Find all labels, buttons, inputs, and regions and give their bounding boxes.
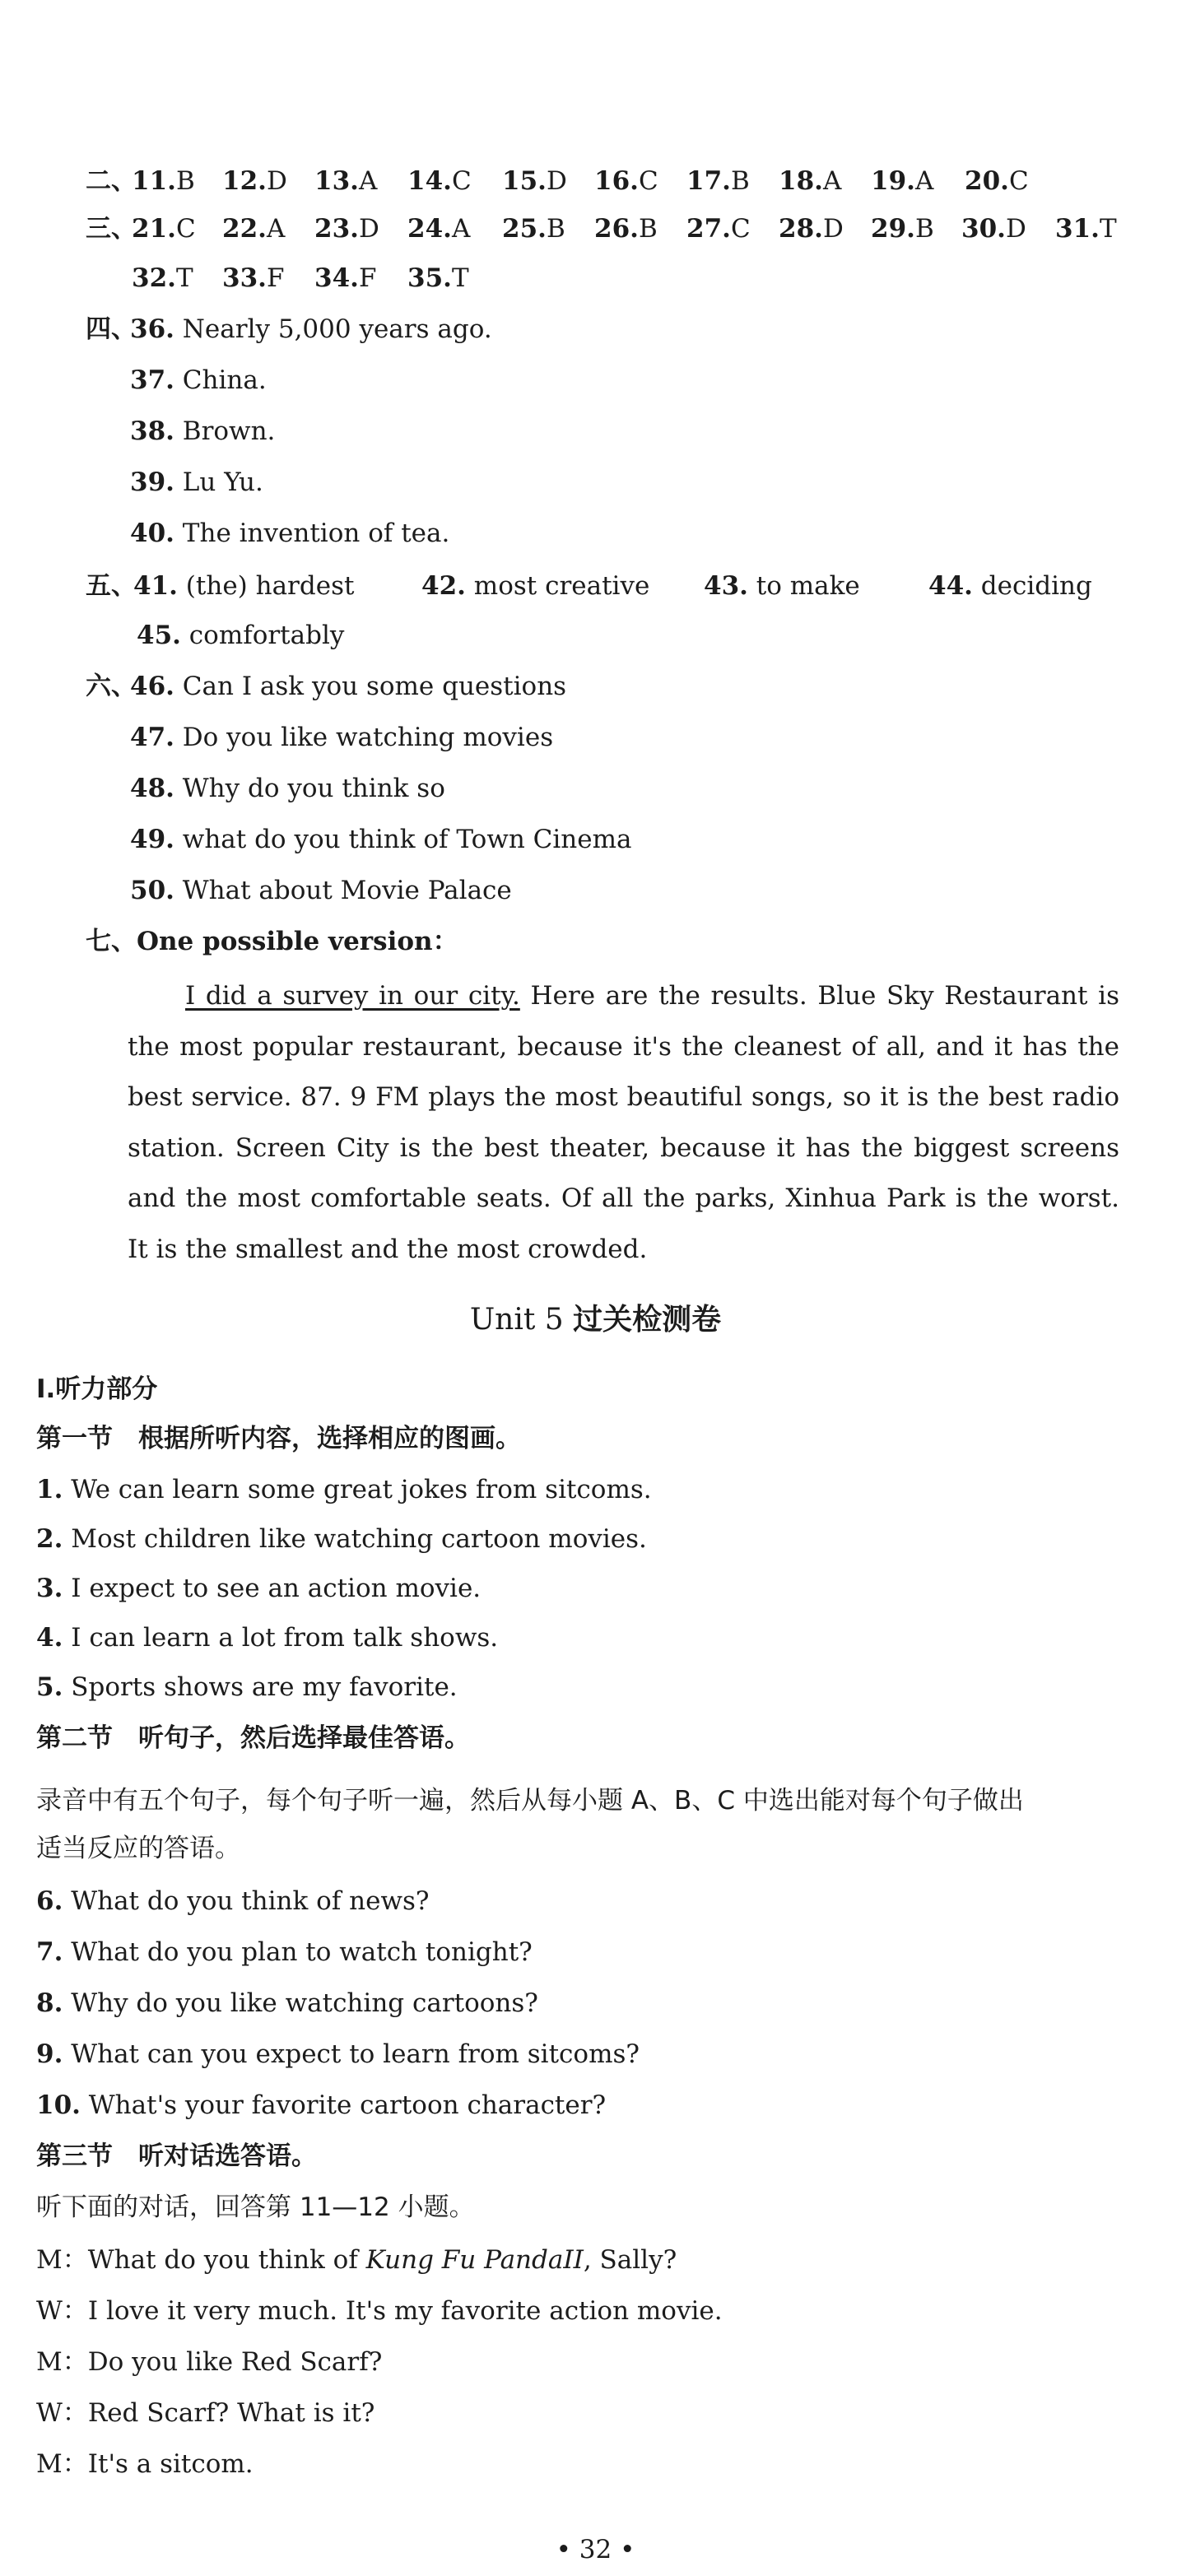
- section7-heading: One possible version：: [137, 927, 458, 956]
- page-number: • 32 •: [556, 2535, 635, 2564]
- section6-label: 六、: [86, 672, 137, 701]
- section4-label: 四、: [86, 314, 137, 344]
- essay-body: Here are the results. Blue Sky Restaurant is the most popular restaurant, because it's the cleanest of all, and it has the best service. 87. 9 FM plays the most beautiful songs, so it is the best radio station. Screen City is the best theater, because it has the biggest screens and the most comfortable seats. Of all the parks, Xinhua Park is the worst. It is the smallest and the most crowded.: [128, 981, 1119, 1264]
- sec3-title: 第三节 听对话选答语。: [36, 2141, 317, 2171]
- dialog-line: W：I love it very much. It's my favorite action movie.: [36, 2296, 723, 2326]
- dialog-line: M：It's a sitcom.: [36, 2449, 254, 2479]
- movie-title: Kung Fu PandaII: [365, 2245, 584, 2275]
- sec2-title: 第二节 听句子，然后选择最佳答语。: [36, 1723, 470, 1753]
- dialog-line: M：What do you think of Kung Fu PandaII, Sally?: [36, 2245, 677, 2275]
- essay-underlined: I did a survey in our city.: [185, 981, 520, 1011]
- unit-title-cn: 过关检测卷: [573, 1303, 722, 1337]
- sec2-instruction: 录音中有五个句子，每个句子听一遍，然后从每小题 A、B、C 中选出能对每个句子做出: [36, 1786, 1024, 1816]
- section2-label: 二、: [86, 166, 137, 196]
- essay-paragraph: [128, 971, 1119, 1275]
- dialog-line: W：Red Scarf? What is it?: [36, 2398, 375, 2428]
- unit-title-en: Unit 5: [469, 1303, 574, 1337]
- sec2-instruction-cont: 适当反应的答语。: [36, 1834, 240, 1863]
- sec1-title: 第一节 根据所听内容，选择相应的图画。: [36, 1424, 521, 1453]
- section5-label: 五、: [86, 571, 137, 601]
- section2-row: [86, 165, 137, 198]
- dialog-line: M：Do you like Red Scarf?: [36, 2347, 383, 2377]
- listening-part-label: Ⅰ.听力部分: [36, 1374, 158, 1404]
- unit-title: [0, 1302, 1191, 1338]
- section3-label: 三、: [86, 214, 137, 244]
- sec3-instruction: 听下面的对话，回答第 11—12 小题。: [36, 2192, 475, 2222]
- section7-label: 七、: [86, 927, 137, 956]
